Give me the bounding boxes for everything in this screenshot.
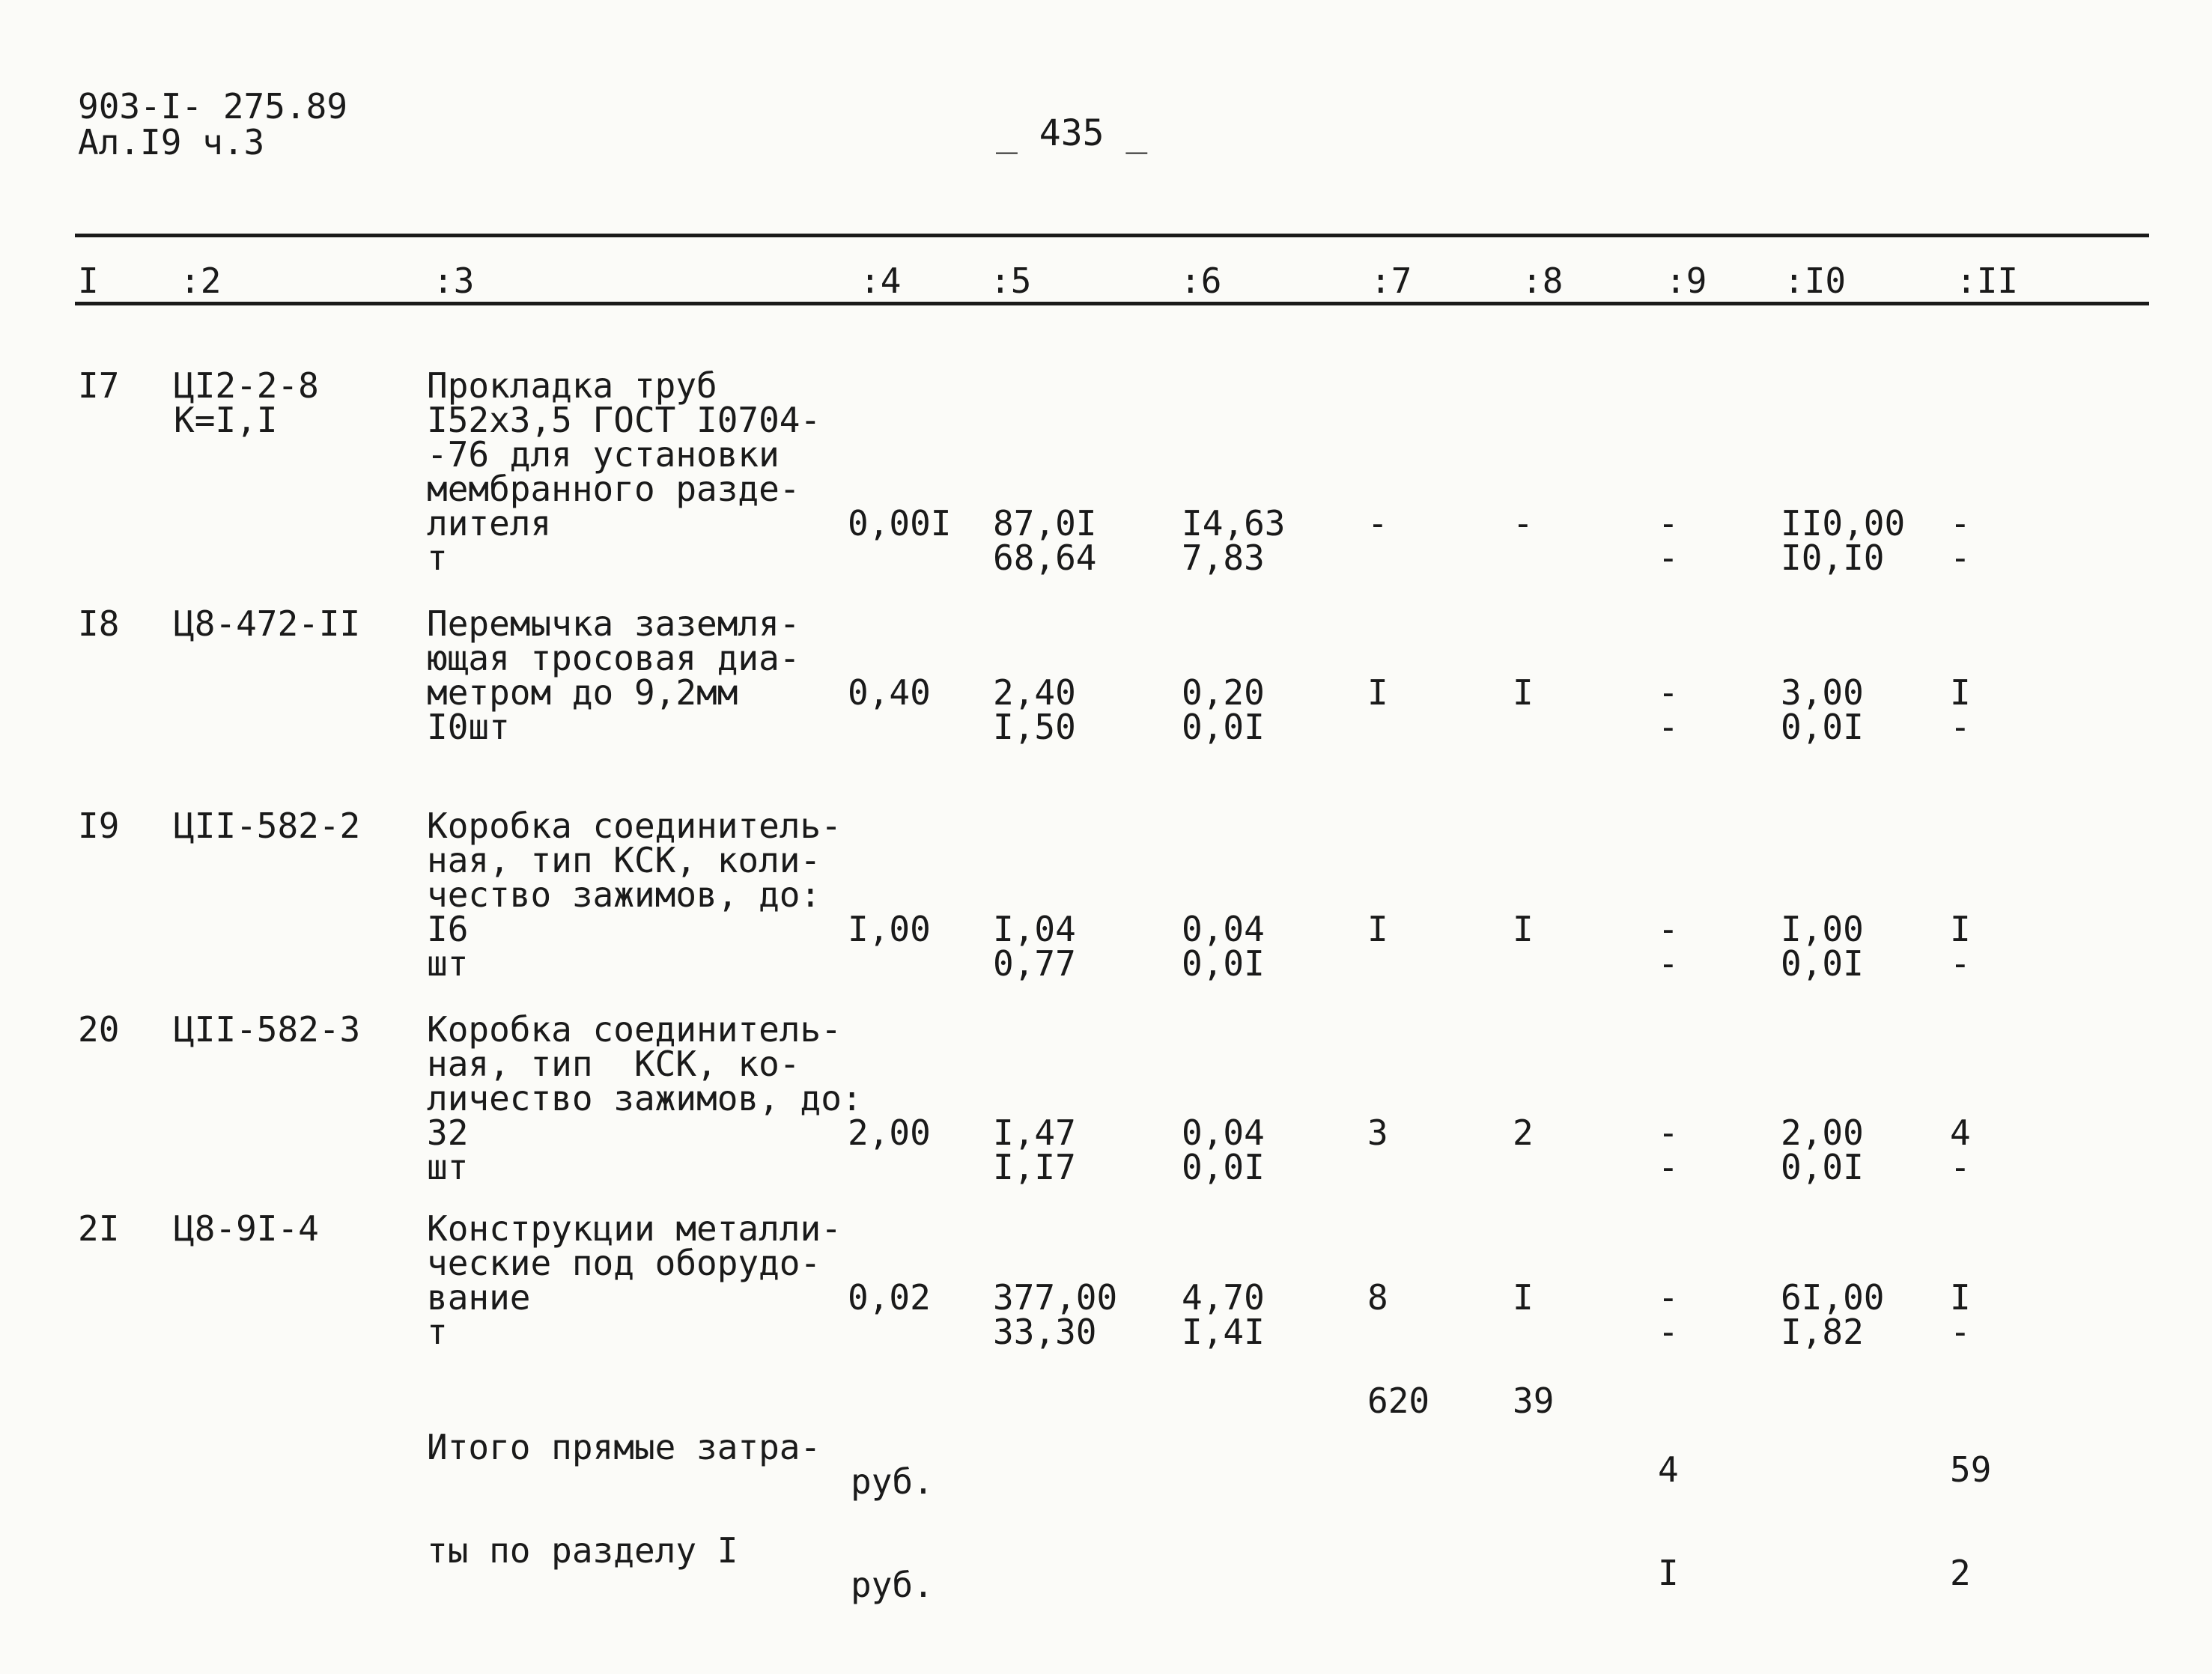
rate-code: [174, 1009, 361, 1050]
rate-code-line: ЦII-582-2: [174, 806, 361, 846]
rate-code: [174, 365, 319, 440]
col-5-values-line: 33,30: [993, 1312, 1097, 1352]
work-description-line: т: [427, 538, 448, 578]
col-11-values-line: -: [1950, 538, 1971, 578]
total-col-11-line: 59: [1950, 1449, 1992, 1490]
column-header-4: :4: [860, 261, 902, 301]
col-11-values-line: I: [1950, 909, 1971, 949]
col-9-values-line: -: [1658, 1113, 1679, 1153]
col-6-values: [1182, 503, 1286, 578]
total-units: [851, 1395, 975, 1671]
col-6-values-line: 0,04: [1182, 1113, 1265, 1153]
col-10-values: [1781, 909, 1864, 984]
col-11-values: [1950, 1277, 1971, 1352]
col-11-values-line: -: [1950, 707, 1971, 747]
work-description-line: ющая тросовая диа-: [427, 638, 800, 678]
total-col-9: [1658, 1384, 1782, 1659]
col-11-values: [1950, 909, 1971, 984]
total-col-7: 620: [1367, 1381, 1430, 1421]
work-description-line: I6: [427, 909, 469, 949]
col-6-values: [1182, 672, 1265, 747]
col-10-values-line: 2,00: [1781, 1113, 1864, 1153]
work-description-line: шт: [427, 1147, 469, 1187]
col-6-values-line: 0,0I: [1182, 1147, 1265, 1187]
col-6-values-line: 0,0I: [1182, 943, 1265, 984]
col-8-value-line: I: [1513, 1277, 1534, 1318]
document-code: [78, 88, 347, 160]
col-10-values-line: 0,0I: [1781, 1147, 1864, 1187]
column-header-10: :I0: [1784, 261, 1847, 301]
table-header-rule: [75, 302, 2149, 305]
col-11-values-line: 4: [1950, 1113, 1971, 1153]
column-header-2: :2: [180, 261, 222, 301]
work-description-line: чество зажимов, до:: [427, 874, 821, 915]
col-7-value: [1367, 503, 1388, 544]
col-11-values-line: -: [1950, 1312, 1971, 1352]
table-top-rule: [75, 234, 2149, 237]
col-6-values-line: 0,20: [1182, 672, 1265, 713]
col-11-values: [1950, 503, 1971, 578]
rate-code: [174, 1208, 319, 1249]
col-7-value-line: 3: [1367, 1113, 1388, 1153]
col-6-values: [1182, 909, 1265, 984]
col-9-values: [1658, 909, 1679, 984]
total-unit: руб.: [851, 1461, 934, 1502]
col-8-value: [1513, 1113, 1534, 1153]
rate-code: [174, 603, 361, 644]
col-7-value-line: I: [1367, 909, 1388, 949]
quantity: 0,02: [848, 1277, 931, 1318]
col-7-value: [1367, 909, 1388, 949]
total-col-11-line: 2: [1950, 1553, 1971, 1593]
col-10-values: [1781, 503, 1906, 578]
col-11-values-line: -: [1950, 503, 1971, 544]
document-code-line-2: Ал.I9 ч.3: [78, 122, 265, 162]
col-9-values: [1658, 503, 1679, 578]
rate-code: [174, 806, 361, 846]
work-description-line: мембранного разде-: [427, 469, 800, 509]
work-description-line: I52х3,5 ГОСТ I0704-: [427, 400, 821, 440]
work-description-line: Конструкции металли-: [427, 1208, 842, 1249]
col-6-values-line: I4,63: [1182, 503, 1286, 544]
row-number: I9: [78, 806, 120, 846]
col-5-values: [993, 672, 1076, 747]
quantity: 0,00I: [848, 503, 952, 544]
quantity: 0,40: [848, 672, 931, 713]
col-10-values-line: 0,0I: [1781, 707, 1864, 747]
col-8-value: [1513, 909, 1534, 949]
col-7-value-line: 8: [1367, 1277, 1388, 1318]
work-description: [427, 603, 800, 747]
col-9-values-line: -: [1658, 1312, 1679, 1352]
work-description: [427, 806, 842, 984]
col-10-values-line: 3,00: [1781, 672, 1864, 713]
total-unit: руб.: [851, 1565, 934, 1605]
total-description: [427, 1361, 821, 1637]
col-9-values-line: -: [1658, 707, 1679, 747]
col-11-values: [1950, 672, 1971, 747]
col-6-values: [1182, 1113, 1265, 1187]
col-10-values: [1781, 1277, 1885, 1352]
col-9-values-line: -: [1658, 943, 1679, 984]
col-5-values-line: I,50: [993, 707, 1076, 747]
total-col-9-line: I: [1658, 1553, 1679, 1593]
work-description-line: шт: [427, 943, 469, 984]
work-description-line: Перемычка заземля-: [427, 603, 800, 644]
col-5-values-line: I,I7: [993, 1147, 1076, 1187]
col-9-values: [1658, 1113, 1679, 1187]
column-header-8: :8: [1522, 261, 1564, 301]
work-description-line: ная, тип КСК, коли-: [427, 840, 821, 880]
work-description-line: I0шт: [427, 707, 510, 747]
document-code-line-1: 903-I- 275.89: [78, 86, 348, 127]
work-description: [427, 1009, 863, 1187]
col-9-values-line: -: [1658, 1277, 1679, 1318]
column-header-7: :7: [1370, 261, 1412, 301]
column-header-6: :6: [1180, 261, 1222, 301]
work-description-line: Коробка соединитель-: [427, 1009, 842, 1050]
col-8-value-line: I: [1513, 909, 1534, 949]
work-description-line: метром до 9,2мм: [427, 672, 738, 713]
work-description-line: -76 для установки: [427, 434, 780, 475]
col-10-values-line: I,82: [1781, 1312, 1864, 1352]
col-9-values: [1658, 672, 1679, 747]
work-description-line: т: [427, 1312, 448, 1352]
row-number: 2I: [78, 1208, 120, 1249]
rate-code-line: К=I,I: [174, 400, 278, 440]
col-8-value: [1513, 1277, 1534, 1318]
col-5-values-line: 87,0I: [993, 503, 1097, 544]
work-description-line: Коробка соединитель-: [427, 806, 842, 846]
row-number: I7: [78, 365, 120, 406]
total-col-11: [1950, 1384, 2074, 1659]
column-header-5: :5: [990, 261, 1032, 301]
col-6-values: [1182, 1277, 1265, 1352]
col-6-values-line: 4,70: [1182, 1277, 1265, 1318]
col-11-values: [1950, 1113, 1971, 1187]
total-description-line: Итого прямые затра-: [427, 1427, 821, 1467]
col-11-values-line: I: [1950, 1277, 1971, 1318]
col-10-values-line: II0,00: [1781, 503, 1906, 544]
quantity: 2,00: [848, 1113, 931, 1153]
col-7-value-line: -: [1367, 503, 1388, 544]
col-10-values-line: 6I,00: [1781, 1277, 1885, 1318]
total-col-9-line: 4: [1658, 1449, 1679, 1490]
work-description-line: Прокладка труб: [427, 365, 717, 406]
col-7-value-line: I: [1367, 672, 1388, 713]
col-7-value: [1367, 1113, 1388, 1153]
col-8-value-line: 2: [1513, 1113, 1534, 1153]
work-description-line: лителя: [427, 503, 552, 544]
quantity: I,00: [848, 909, 931, 949]
col-7-value: [1367, 1277, 1388, 1318]
page-number: _ 435 _: [996, 112, 1148, 154]
rate-code-line: ЦII-582-3: [174, 1009, 361, 1050]
col-10-values-line: I0,I0: [1781, 538, 1885, 578]
row-number: 20: [78, 1009, 120, 1050]
col-5-values-line: I,47: [993, 1113, 1076, 1153]
rate-code-line: Ц8-472-II: [174, 603, 361, 644]
col-5-values: [993, 1277, 1118, 1352]
col-7-value: [1367, 672, 1388, 713]
col-10-values-line: 0,0I: [1781, 943, 1864, 984]
col-9-values-line: -: [1658, 503, 1679, 544]
col-11-values-line: -: [1950, 1147, 1971, 1187]
column-header-9: :9: [1665, 261, 1707, 301]
col-5-values-line: I,04: [993, 909, 1076, 949]
work-description-line: ческие под оборудо-: [427, 1243, 821, 1283]
col-6-values-line: 7,83: [1182, 538, 1265, 578]
col-5-values: [993, 909, 1076, 984]
rate-code-line: ЦI2-2-8: [174, 365, 319, 406]
total-col-8: 39: [1513, 1381, 1555, 1421]
col-11-values-line: -: [1950, 943, 1971, 984]
col-5-values-line: 377,00: [993, 1277, 1118, 1318]
col-8-value: [1513, 503, 1534, 544]
row-number: I8: [78, 603, 120, 644]
work-description-line: 32: [427, 1113, 469, 1153]
total-description-line: ты по разделу I: [427, 1530, 738, 1571]
work-description-line: личество зажимов, до:: [427, 1078, 863, 1118]
col-5-values-line: 68,64: [993, 538, 1097, 578]
col-9-values-line: -: [1658, 538, 1679, 578]
col-8-value-line: -: [1513, 503, 1534, 544]
work-description: [427, 1208, 842, 1352]
col-9-values-line: -: [1658, 909, 1679, 949]
column-header-11: :II: [1956, 261, 2019, 301]
column-header-3: :3: [433, 261, 475, 301]
col-5-values: [993, 503, 1097, 578]
column-header-1: I: [78, 261, 99, 301]
col-10-values: [1781, 1113, 1864, 1187]
col-6-values-line: 0,0I: [1182, 707, 1265, 747]
work-description-line: вание: [427, 1277, 531, 1318]
rate-code-line: Ц8-9I-4: [174, 1208, 319, 1249]
col-11-values-line: I: [1950, 672, 1971, 713]
col-8-value: [1513, 672, 1534, 713]
col-10-values: [1781, 672, 1864, 747]
col-10-values-line: I,00: [1781, 909, 1864, 949]
col-5-values-line: 2,40: [993, 672, 1076, 713]
work-description: [427, 365, 821, 578]
col-9-values-line: -: [1658, 672, 1679, 713]
col-9-values: [1658, 1277, 1679, 1352]
work-description-line: ная, тип КСК, ко-: [427, 1044, 800, 1084]
col-8-value-line: I: [1513, 672, 1534, 713]
col-6-values-line: 0,04: [1182, 909, 1265, 949]
col-9-values-line: -: [1658, 1147, 1679, 1187]
col-5-values-line: 0,77: [993, 943, 1076, 984]
col-5-values: [993, 1113, 1076, 1187]
col-6-values-line: I,4I: [1182, 1312, 1265, 1352]
